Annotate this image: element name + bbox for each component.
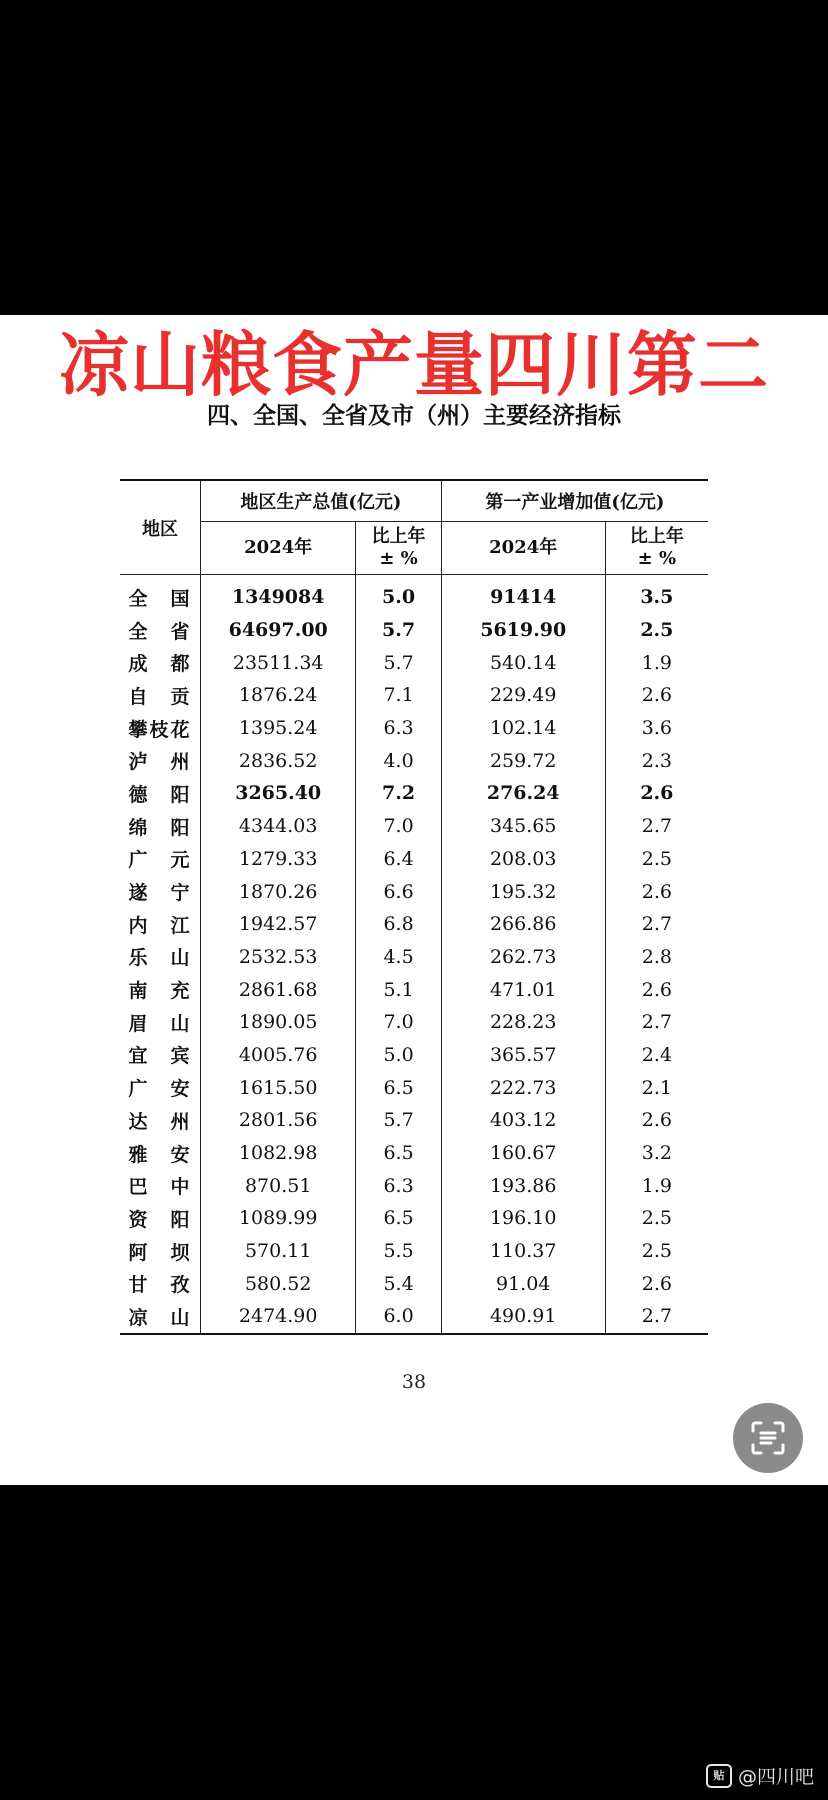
primary-cell: 490.91	[441, 1300, 605, 1334]
primary-change-cell: 1.9	[641, 651, 672, 674]
primary-change-cell: 2.8	[641, 945, 672, 968]
gdp-change-header	[356, 522, 441, 575]
table-row	[120, 646, 708, 679]
table-row	[120, 843, 708, 876]
primary-cell: 540.14	[441, 646, 605, 679]
watermark-text: @四川吧	[737, 1766, 814, 1788]
table-row	[120, 941, 708, 974]
table-row	[120, 908, 708, 941]
region-cell: 广 安	[120, 1071, 201, 1104]
gdp-change-cell: 7.0	[356, 1006, 441, 1039]
primary-cell: 471.01	[441, 973, 605, 1006]
table-row	[120, 1104, 708, 1137]
gdp-change-cell: 5.5	[356, 1235, 441, 1268]
table-body	[120, 575, 708, 1334]
page-number: 38	[401, 1371, 427, 1393]
table-row	[120, 1267, 708, 1300]
gdp-cell: 1279.33	[201, 843, 356, 876]
primary-change-cell: 3.5	[640, 586, 674, 609]
gdp-change-cell: 7.0	[356, 810, 441, 843]
region-cell: 德 阳	[120, 777, 201, 810]
table-row	[120, 679, 708, 712]
primary-cell: 160.67	[441, 1137, 605, 1170]
table-row	[120, 1202, 708, 1235]
gdp-cell: 1089.99	[201, 1202, 356, 1235]
document-page	[0, 315, 828, 1485]
table-row	[120, 1006, 708, 1039]
gdp-cell: 2532.53	[201, 941, 356, 974]
gdp-cell: 2801.56	[201, 1104, 356, 1137]
scan-text-icon	[749, 1419, 787, 1457]
region-cell: 全 省	[120, 614, 201, 647]
gdp-cell: 3265.40	[201, 777, 356, 810]
primary-cell: 266.86	[441, 908, 605, 941]
gdp-change-cell: 4.5	[356, 941, 441, 974]
primary-cell: 195.32	[441, 875, 605, 908]
gdp-cell: 1876.24	[201, 679, 356, 712]
gdp-change-cell: 5.0	[356, 575, 441, 614]
region-cell: 甘 孜	[120, 1267, 201, 1300]
primary-change-cell: 2.7	[641, 913, 672, 936]
primary-cell: 229.49	[441, 679, 605, 712]
primary-cell: 276.24	[441, 777, 605, 810]
primary-change-header	[605, 522, 708, 575]
table-row	[120, 1039, 708, 1072]
region-cell: 内 江	[120, 908, 201, 941]
table-row	[120, 777, 708, 810]
watermark	[706, 1762, 814, 1789]
primary-change-cell: 2.6	[641, 1109, 672, 1132]
gdp-cell: 2861.68	[201, 973, 356, 1006]
gdp-cell: 2474.90	[201, 1300, 356, 1334]
gdp-cell: 1870.26	[201, 875, 356, 908]
gdp-cell: 1082.98	[201, 1137, 356, 1170]
table-row	[120, 1300, 708, 1334]
region-cell: 资 阳	[120, 1202, 201, 1235]
region-cell: 凉 山	[120, 1300, 201, 1334]
economic-indicators-table	[120, 479, 708, 1335]
gdp-change-cell: 4.0	[356, 744, 441, 777]
gdp-change-cell: 5.7	[356, 614, 441, 647]
gdp-change-cell: 6.4	[356, 843, 441, 876]
gdp-cell: 1349084	[201, 575, 356, 614]
primary-cell: 222.73	[441, 1071, 605, 1104]
primary-cell: 262.73	[441, 941, 605, 974]
change-header-line1: 比上年	[629, 526, 684, 547]
tieba-logo-icon: 贴	[706, 1764, 732, 1788]
scan-text-button[interactable]	[733, 1403, 803, 1473]
table-row	[120, 575, 708, 614]
region-cell: 巴 中	[120, 1169, 201, 1202]
region-cell: 成 都	[120, 646, 201, 679]
table-row	[120, 1169, 708, 1202]
gdp-change-cell: 5.0	[356, 1039, 441, 1072]
primary-change-cell: 2.6	[641, 978, 672, 1001]
gdp-change-cell: 6.3	[356, 712, 441, 745]
gdp-cell: 64697.00	[201, 614, 356, 647]
region-cell: 攀枝花	[120, 712, 201, 745]
region-cell: 泸 州	[120, 744, 201, 777]
primary-change-cell: 2.6	[641, 1272, 672, 1295]
gdp-cell: 4344.03	[201, 810, 356, 843]
gdp-cell: 1395.24	[201, 712, 356, 745]
change-header-line2: ± %	[379, 548, 418, 569]
gdp-change-cell: 6.5	[356, 1071, 441, 1104]
region-cell: 眉 山	[120, 1006, 201, 1039]
gdp-change-cell: 5.7	[356, 646, 441, 679]
gdp-change-cell: 6.3	[356, 1169, 441, 1202]
region-cell: 达 州	[120, 1104, 201, 1137]
primary-change-cell: 2.6	[641, 880, 672, 903]
gdp-cell: 580.52	[201, 1267, 356, 1300]
gdp-cell: 23511.34	[201, 646, 356, 679]
gdp-cell: 1890.05	[201, 1006, 356, 1039]
primary-cell: 196.10	[441, 1202, 605, 1235]
region-cell: 南 充	[120, 973, 201, 1006]
primary-cell: 102.14	[441, 712, 605, 745]
primary-cell: 110.37	[441, 1235, 605, 1268]
region-cell: 绵 阳	[120, 810, 201, 843]
table-row	[120, 614, 708, 647]
primary-change-cell: 2.7	[641, 1011, 672, 1034]
primary-change-cell: 3.6	[641, 717, 672, 740]
primary-cell: 403.12	[441, 1104, 605, 1137]
gdp-change-cell: 5.1	[356, 973, 441, 1006]
table-row	[120, 810, 708, 843]
gdp-change-cell: 7.2	[356, 777, 441, 810]
primary-change-cell: 2.7	[605, 1300, 708, 1334]
gdp-change-cell: 6.6	[356, 875, 441, 908]
table-row	[120, 1071, 708, 1104]
overlay-title: 凉山粮食产量四川第二	[59, 324, 769, 406]
region-cell: 宜 宾	[120, 1039, 201, 1072]
table-row	[120, 1137, 708, 1170]
gdp-header: 地区生产总值(亿元)	[201, 480, 442, 522]
gdp-cell: 1615.50	[201, 1071, 356, 1104]
change-header-line1: 比上年	[371, 526, 426, 547]
primary-change-cell: 2.1	[641, 1076, 672, 1099]
primary-cell: 193.86	[441, 1169, 605, 1202]
primary-cell: 228.23	[441, 1006, 605, 1039]
table-row	[120, 1235, 708, 1268]
table-row	[120, 712, 708, 745]
primary-change-cell: 2.6	[640, 782, 674, 805]
gdp-year-header: 2024年	[201, 522, 356, 575]
primary-change-cell: 2.6	[641, 684, 672, 707]
primary-change-cell: 1.9	[641, 1174, 672, 1197]
primary-cell: 91414	[441, 575, 605, 614]
gdp-cell: 570.11	[201, 1235, 356, 1268]
table-row	[120, 744, 708, 777]
region-cell: 全 国	[120, 575, 201, 614]
change-header-line2: ± %	[637, 548, 677, 569]
table-row	[120, 875, 708, 908]
gdp-change-cell: 6.5	[356, 1137, 441, 1170]
gdp-change-cell: 5.4	[356, 1267, 441, 1300]
region-cell: 阿 坝	[120, 1235, 201, 1268]
primary-industry-header: 第一产业增加值(亿元)	[441, 480, 708, 522]
region-cell: 雅 安	[120, 1137, 201, 1170]
primary-change-cell: 3.2	[641, 1142, 672, 1165]
primary-cell: 5619.90	[441, 614, 605, 647]
primary-change-cell: 2.4	[641, 1043, 672, 1066]
primary-change-cell: 2.5	[641, 847, 672, 870]
gdp-change-cell: 6.0	[356, 1300, 441, 1334]
primary-change-cell: 2.5	[641, 1207, 672, 1230]
primary-cell: 91.04	[441, 1267, 605, 1300]
primary-change-cell: 2.7	[641, 815, 672, 838]
gdp-change-cell: 7.1	[356, 679, 441, 712]
primary-change-cell: 2.3	[641, 749, 672, 772]
region-cell: 遂 宁	[120, 875, 201, 908]
primary-cell: 259.72	[441, 744, 605, 777]
gdp-change-cell: 6.5	[356, 1202, 441, 1235]
region-cell: 乐 山	[120, 941, 201, 974]
primary-cell: 345.65	[441, 810, 605, 843]
gdp-cell: 2836.52	[201, 744, 356, 777]
region-cell: 自 贡	[120, 679, 201, 712]
table-title: 四、全国、全省及市（州）主要经济指标	[207, 402, 621, 429]
primary-cell: 365.57	[441, 1039, 605, 1072]
primary-year-header: 2024年	[441, 522, 605, 575]
gdp-change-cell: 6.8	[356, 908, 441, 941]
primary-change-cell: 2.5	[641, 1240, 672, 1263]
primary-change-cell: 2.5	[640, 619, 674, 642]
gdp-cell: 4005.76	[201, 1039, 356, 1072]
gdp-change-cell: 5.7	[356, 1104, 441, 1137]
table-row	[120, 973, 708, 1006]
region-header: 地区	[120, 480, 201, 575]
gdp-cell: 1942.57	[201, 908, 356, 941]
primary-cell: 208.03	[441, 843, 605, 876]
region-cell: 广 元	[120, 843, 201, 876]
gdp-cell: 870.51	[201, 1169, 356, 1202]
